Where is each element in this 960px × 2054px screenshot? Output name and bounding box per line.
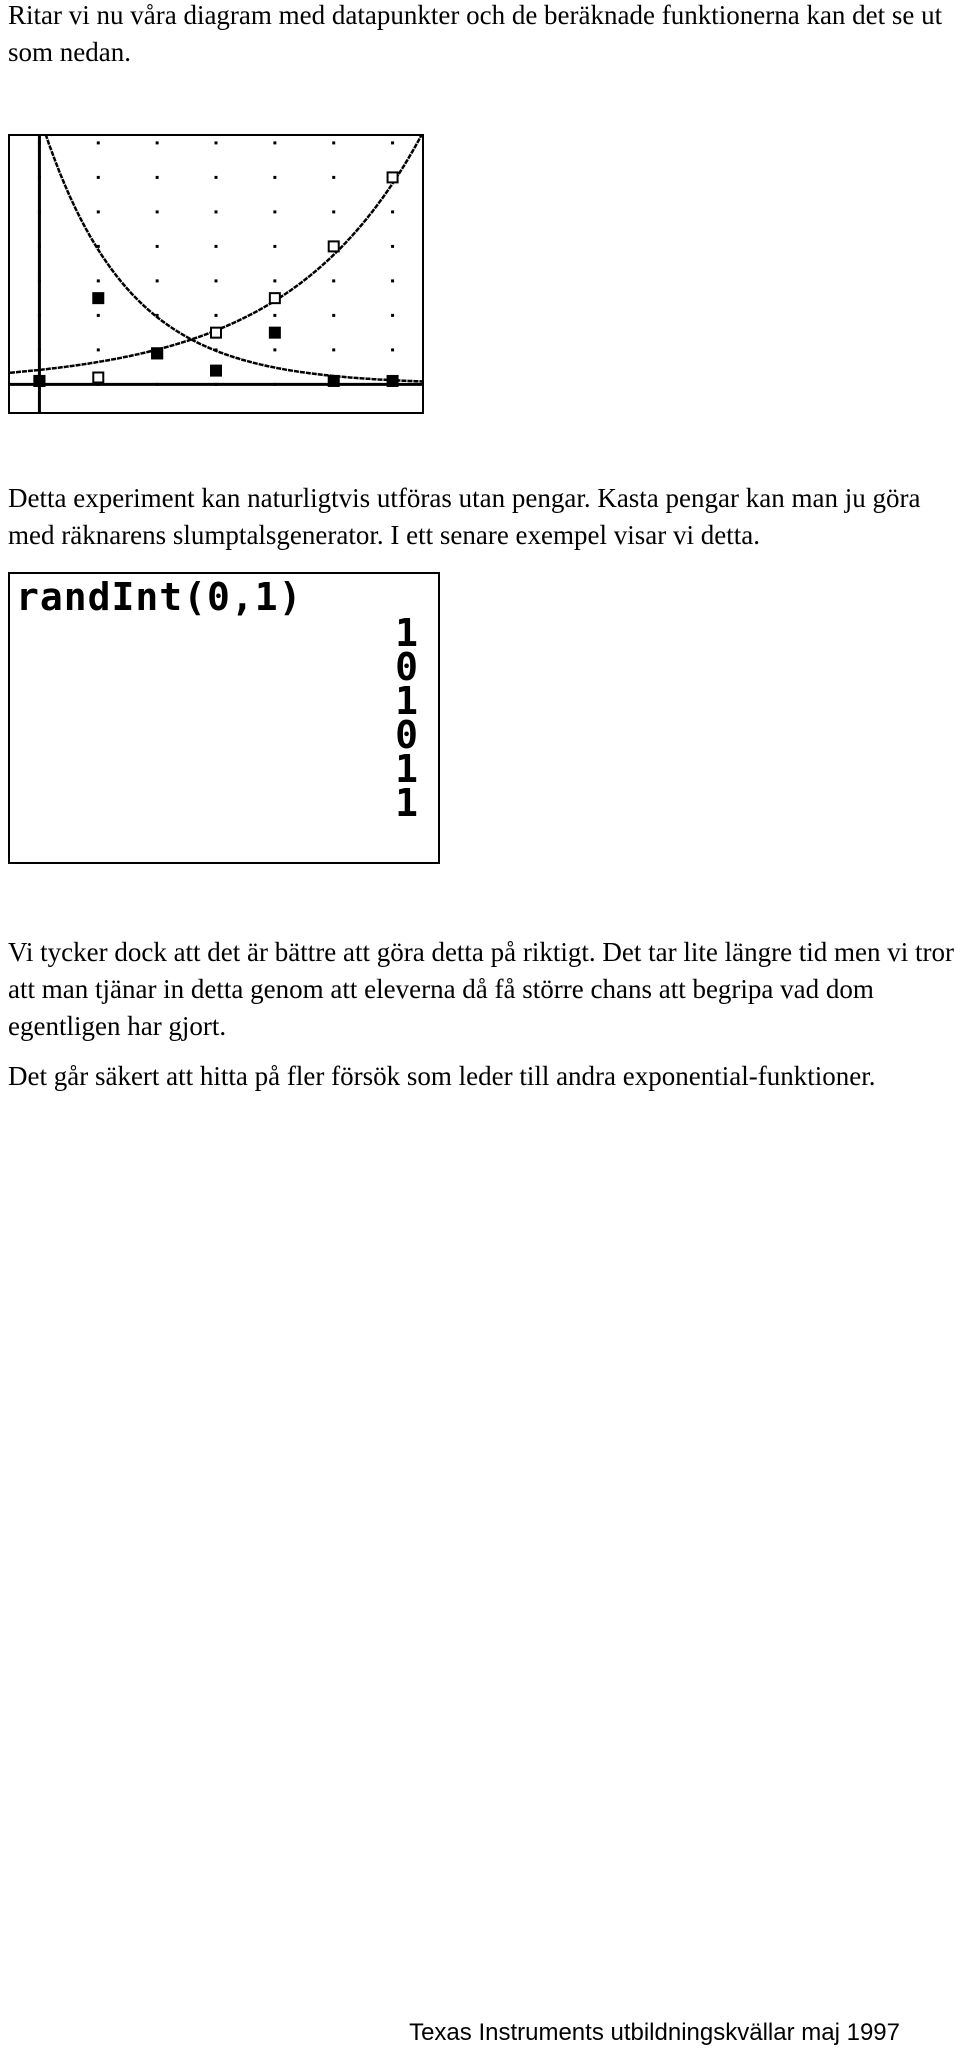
- filled-data-point: [270, 328, 280, 338]
- grid-dot: [391, 141, 394, 144]
- calc-result: 0: [395, 645, 418, 689]
- calc-result: 0: [395, 713, 418, 757]
- experiment-paragraph: Detta experiment kan naturligtvis utföras utan pengar. Kasta pengar kan man ju göra med räknarens slumptalsgenerator. I ett senare exempel visar vi detta.: [8, 483, 921, 550]
- grid-dot: [273, 348, 276, 351]
- calc-result: 1: [395, 611, 418, 655]
- open-data-point: [329, 241, 339, 251]
- scatter-chart: [10, 136, 422, 412]
- grid-dot: [391, 314, 394, 317]
- real-experiment-paragraph: Vi tycker dock att det är bättre att göra detta på riktigt. Det tar lite längre tid men vi tror att man tjänar in detta genom att eleverna då få större chans att begripa vad dom egentligen har gjort.: [8, 937, 955, 1041]
- calc-result: 1: [395, 781, 418, 825]
- filled-data-point: [34, 376, 44, 386]
- grid-dot: [97, 348, 100, 351]
- filled-data-point: [329, 376, 339, 386]
- grid-dot: [156, 141, 159, 144]
- calc-results: [395, 611, 418, 825]
- grid-dot: [273, 314, 276, 317]
- grid-dot: [215, 245, 218, 248]
- grid-dot: [215, 210, 218, 213]
- grid-dot: [391, 279, 394, 282]
- calc-result: 1: [395, 747, 418, 791]
- grid-dot: [332, 314, 335, 317]
- filled-data-point: [152, 348, 162, 358]
- grid-dot: [391, 210, 394, 213]
- open-data-point: [211, 328, 221, 338]
- open-data-point: [270, 293, 280, 303]
- grid-dot: [156, 210, 159, 213]
- open-data-point: [93, 373, 103, 383]
- grid-dot: [215, 279, 218, 282]
- grid-dot: [97, 210, 100, 213]
- grid-dot: [391, 348, 394, 351]
- grid-dot: [332, 176, 335, 179]
- calc-result: 1: [395, 679, 418, 723]
- grid-dot: [215, 176, 218, 179]
- open-data-point: [388, 172, 398, 182]
- grid-dot: [332, 210, 335, 213]
- grid-dot: [215, 141, 218, 144]
- calculator-graph-screen: [8, 134, 424, 414]
- grid-dot: [273, 279, 276, 282]
- page-footer: Texas Instruments utbildningskvällar maj 1997: [409, 2019, 900, 2046]
- grid-dot: [215, 314, 218, 317]
- grid-dot: [332, 279, 335, 282]
- grid-dot: [97, 141, 100, 144]
- filled-data-point: [211, 366, 221, 376]
- decreasing-curve: [27, 136, 423, 381]
- grid-dot: [273, 245, 276, 248]
- grid-dot: [273, 210, 276, 213]
- grid-dot: [97, 314, 100, 317]
- grid-dot: [156, 176, 159, 179]
- grid-dot: [156, 279, 159, 282]
- grid-dot: [97, 279, 100, 282]
- grid-dot: [273, 176, 276, 179]
- grid-dot: [332, 141, 335, 144]
- filled-data-point: [388, 376, 398, 386]
- grid-dot: [273, 141, 276, 144]
- calculator-home-screen: [8, 572, 440, 864]
- calc-command: randInt(0,1): [16, 575, 303, 619]
- grid-dot: [156, 245, 159, 248]
- grid-dot: [332, 348, 335, 351]
- grid-dot: [391, 245, 394, 248]
- intro-paragraph: Ritar vi nu våra diagram med datapunkter och de beräknade funktionerna kan det se ut som nedan.: [8, 0, 943, 67]
- closing-paragraph: Det går säkert att hitta på fler försök som leder till andra exponential-funktioner.: [8, 1061, 876, 1091]
- filled-data-point: [93, 293, 103, 303]
- grid-dot: [97, 176, 100, 179]
